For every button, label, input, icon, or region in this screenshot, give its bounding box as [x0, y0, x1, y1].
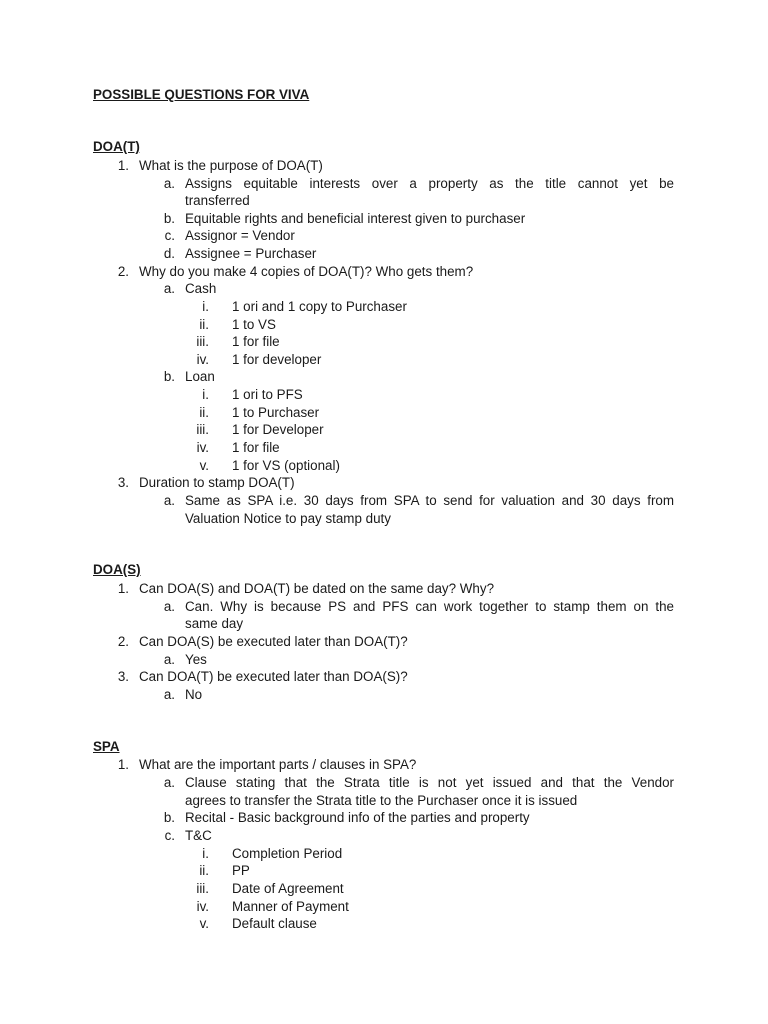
answer-text: PP: [232, 863, 250, 878]
answer-text: agrees to transfer the Strata title to the Purchaser once it is issued: [185, 793, 578, 808]
list-marker: a.: [163, 599, 175, 614]
list-marker: ii.: [199, 317, 209, 332]
list-marker: a.: [163, 687, 175, 702]
list-marker: iii.: [196, 881, 209, 896]
answer-text: 1 to Purchaser: [232, 405, 320, 420]
answer-text: Loan: [185, 369, 215, 384]
list-marker: iv.: [196, 440, 209, 455]
list-marker: iii.: [196, 422, 209, 437]
list-marker: i.: [202, 846, 209, 861]
list-marker: d.: [163, 246, 175, 261]
question-text: Why do you make 4 copies of DOA(T)? Who gets them?: [139, 264, 474, 279]
list-marker: iii.: [196, 334, 209, 349]
answer-text: 1 ori and 1 copy to Purchaser: [232, 299, 407, 314]
answer-text: Completion Period: [232, 846, 343, 861]
section-heading-spa: SPA: [93, 739, 120, 754]
answer-text: Assigns equitable interests over a property as the title cannot yet be: [185, 176, 674, 191]
list-marker: v.: [199, 458, 209, 473]
list-marker: 2.: [117, 634, 129, 649]
list-marker: 1.: [117, 158, 129, 173]
list-marker: b.: [163, 810, 175, 825]
list-marker: c.: [164, 828, 175, 843]
list-marker: 3.: [117, 475, 129, 490]
list-marker: 1.: [117, 581, 129, 596]
answer-text: Valuation Notice to pay stamp duty: [185, 511, 391, 526]
answer-text: Cash: [185, 281, 217, 296]
answer-text: No: [185, 687, 203, 702]
list-marker: b.: [163, 211, 175, 226]
answer-text: 1 for file: [232, 440, 280, 455]
answer-text: Assignor = Vendor: [185, 228, 295, 243]
section-heading-doas: DOA(S): [93, 562, 141, 577]
answer-text: same day: [185, 616, 244, 631]
question-text: Can DOA(S) be executed later than DOA(T)?: [139, 634, 408, 649]
list-marker: b.: [163, 369, 175, 384]
answer-text: Clause stating that the Strata title is not yet issued and that the Vendor: [185, 775, 674, 790]
list-marker: ii.: [199, 863, 209, 878]
question-text: Can DOA(T) be executed later than DOA(S)?: [139, 669, 408, 684]
answer-text: 1 to VS: [232, 317, 276, 332]
answer-text: Assignee = Purchaser: [185, 246, 317, 261]
answer-text: Default clause: [232, 916, 317, 931]
answer-text: Recital - Basic background info of the parties and property: [185, 810, 530, 825]
question-text: Can DOA(S) and DOA(T) be dated on the same day? Why?: [139, 581, 495, 596]
answer-text: Same as SPA i.e. 30 days from SPA to send for valuation and 30 days from: [185, 493, 674, 508]
answer-text: Equitable rights and beneficial interest given to purchaser: [185, 211, 526, 226]
answer-text: transferred: [185, 193, 250, 208]
list-marker: a.: [163, 652, 175, 667]
list-marker: c.: [164, 228, 175, 243]
list-marker: 1.: [117, 757, 129, 772]
answer-text: Date of Agreement: [232, 881, 344, 896]
question-text: What are the important parts / clauses in SPA?: [139, 757, 417, 772]
list-marker: a.: [163, 775, 175, 790]
answer-text: Manner of Payment: [232, 899, 349, 914]
list-marker: 2.: [117, 264, 129, 279]
document-title: POSSIBLE QUESTIONS FOR VIVA: [93, 87, 310, 102]
answer-text: 1 ori to PFS: [232, 387, 303, 402]
section-heading-doat: DOA(T): [93, 139, 140, 154]
answer-text: T&C: [185, 828, 212, 843]
answer-text: 1 for file: [232, 334, 280, 349]
list-marker: i.: [202, 299, 209, 314]
answer-text: 1 for Developer: [232, 422, 324, 437]
answer-text: 1 for VS (optional): [232, 458, 340, 473]
list-marker: iv.: [196, 352, 209, 367]
list-marker: ii.: [199, 405, 209, 420]
list-marker: a.: [163, 281, 175, 296]
list-marker: a.: [163, 176, 175, 191]
question-text: What is the purpose of DOA(T): [139, 158, 323, 173]
question-text: Duration to stamp DOA(T): [139, 475, 295, 490]
list-marker: i.: [202, 387, 209, 402]
list-marker: 3.: [117, 669, 129, 684]
answer-text: Can. Why is because PS and PFS can work together to stamp them on the: [185, 599, 674, 614]
list-marker: a.: [163, 493, 175, 508]
answer-text: 1 for developer: [232, 352, 322, 367]
list-marker: iv.: [196, 899, 209, 914]
list-marker: v.: [199, 916, 209, 931]
answer-text: Yes: [185, 652, 207, 667]
